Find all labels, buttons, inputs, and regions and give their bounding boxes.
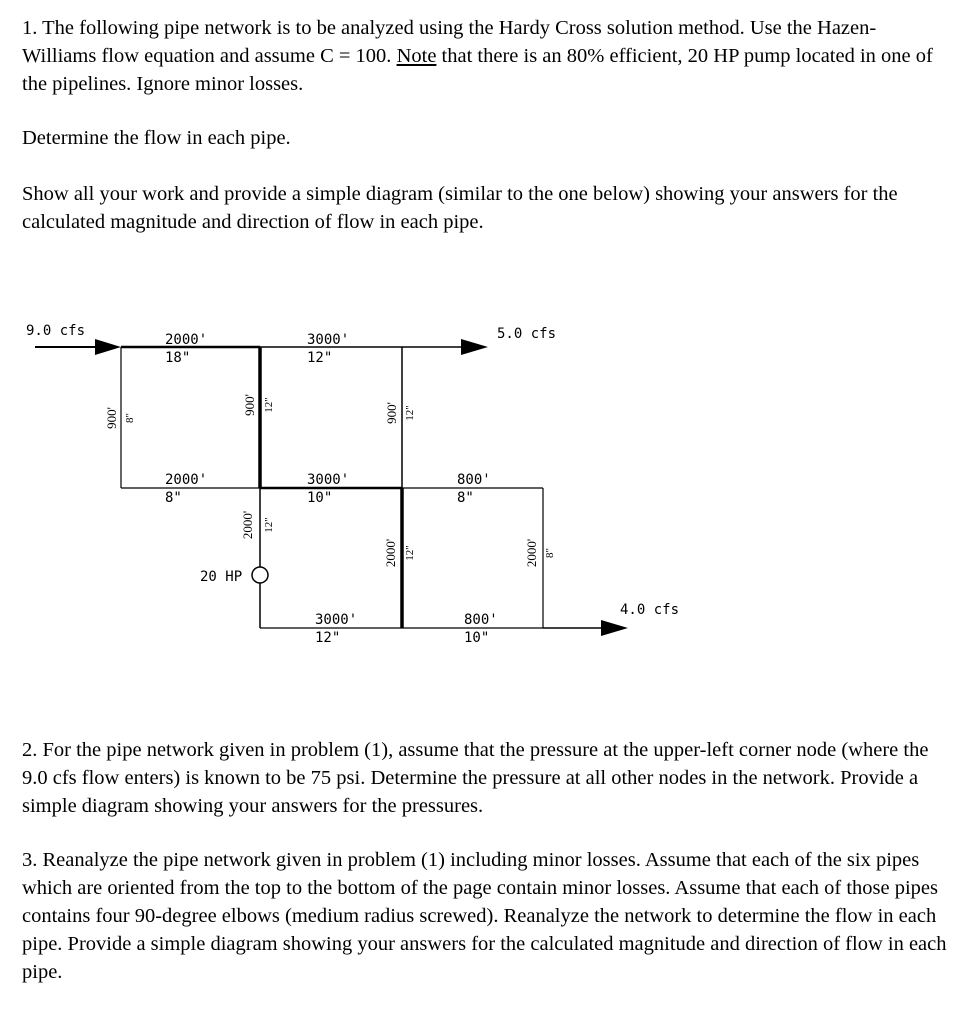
v-x260-bot-diameter: 12" <box>263 517 275 533</box>
problem-2-text: For the pipe network given in problem (1), assume that the pressure at the upper-left corner node (where the 9.0 cfs flow enters) is known to be 75 psi. Determine the pressure at all other nodes in the network. Provide a simple diagram showing your answers for the pressures. <box>22 739 929 817</box>
mid-left-diameter: 8" <box>165 490 182 506</box>
problem-1-text-b: that there is an 80% efficient, 20 HP pump located in one of the pipelines. Ignore minor losses. <box>22 45 933 95</box>
mid-right-diameter: 8" <box>457 490 474 506</box>
problem-3-statement <box>22 846 947 986</box>
problem-3-number: 3. <box>22 849 38 871</box>
pump-icon <box>252 567 268 583</box>
outflow-bottom-label: 4.0 cfs <box>620 602 680 618</box>
v-x402-top-length: 900' <box>384 402 399 424</box>
v-x260-bot-length: 2000' <box>240 510 255 540</box>
v-left-length: 900' <box>104 407 119 429</box>
problem-2-statement <box>22 736 947 820</box>
v-x260-top-diameter: 12" <box>263 397 275 413</box>
top-left-diameter: 18" <box>165 350 191 366</box>
v-left-diameter: 8" <box>124 413 136 423</box>
mid-right-length: 800' <box>457 472 491 488</box>
bot-right-diameter: 10" <box>464 630 490 646</box>
bot-mid-length: 3000' <box>315 612 358 628</box>
inflow-label: 9.0 cfs <box>26 323 86 339</box>
outflow-top-arrow-icon <box>461 339 488 355</box>
problem-1-text-a: The following pipe network is to be analyzed using the Hardy Cross solution method. Use the Hazen-Williams flow equation and assume C = 100. <box>22 17 877 67</box>
inflow-arrow-icon <box>95 339 121 355</box>
problem-1-number: 1. <box>22 17 38 39</box>
top-mid-length: 3000' <box>307 332 350 348</box>
note-label: Note <box>396 45 437 67</box>
problem-1-statement <box>22 14 947 98</box>
outflow-top-label: 5.0 cfs <box>497 326 557 342</box>
mid-mid-diameter: 10" <box>307 490 333 506</box>
v-right-length: 2000' <box>524 538 539 568</box>
v-right-diameter: 8" <box>544 548 556 558</box>
v-x402-bot-length: 2000' <box>383 538 398 568</box>
bot-mid-diameter: 12" <box>315 630 341 646</box>
v-x402-top-diameter: 12" <box>404 405 416 421</box>
mid-mid-length: 3000' <box>307 472 350 488</box>
outflow-bottom-arrow-icon <box>601 620 628 636</box>
bot-right-length: 800' <box>464 612 498 628</box>
pipe-network-diagram <box>0 300 975 680</box>
v-x402-bot-diameter: 12" <box>404 545 416 561</box>
v-x260-top-length: 900' <box>242 394 257 416</box>
problem-3-text: Reanalyze the pipe network given in problem (1) including minor losses. Assume that each of the six pipes which are oriented from the top to the bottom of the page contain minor losses. Assume that each of those pipes contains four 90-degree elbows (medium radius screwed). Reanalyze the network to determine the flow in each pipe. Provide a simple diagram showing your answers for the calculated magnitude and direction of flow in each pipe. <box>22 849 947 983</box>
mid-left-length: 2000' <box>165 472 208 488</box>
top-mid-diameter: 12" <box>307 350 333 366</box>
problem-2-number: 2. <box>22 739 38 761</box>
top-left-length: 2000' <box>165 332 208 348</box>
show-work-instruction: Show all your work and provide a simple diagram (similar to the one below) showing your answers for the calculated magnitude and direction of flow in each pipe. <box>22 183 898 233</box>
determine-instruction: Determine the flow in each pipe. <box>22 127 291 149</box>
pump-label: 20 HP <box>200 569 243 585</box>
